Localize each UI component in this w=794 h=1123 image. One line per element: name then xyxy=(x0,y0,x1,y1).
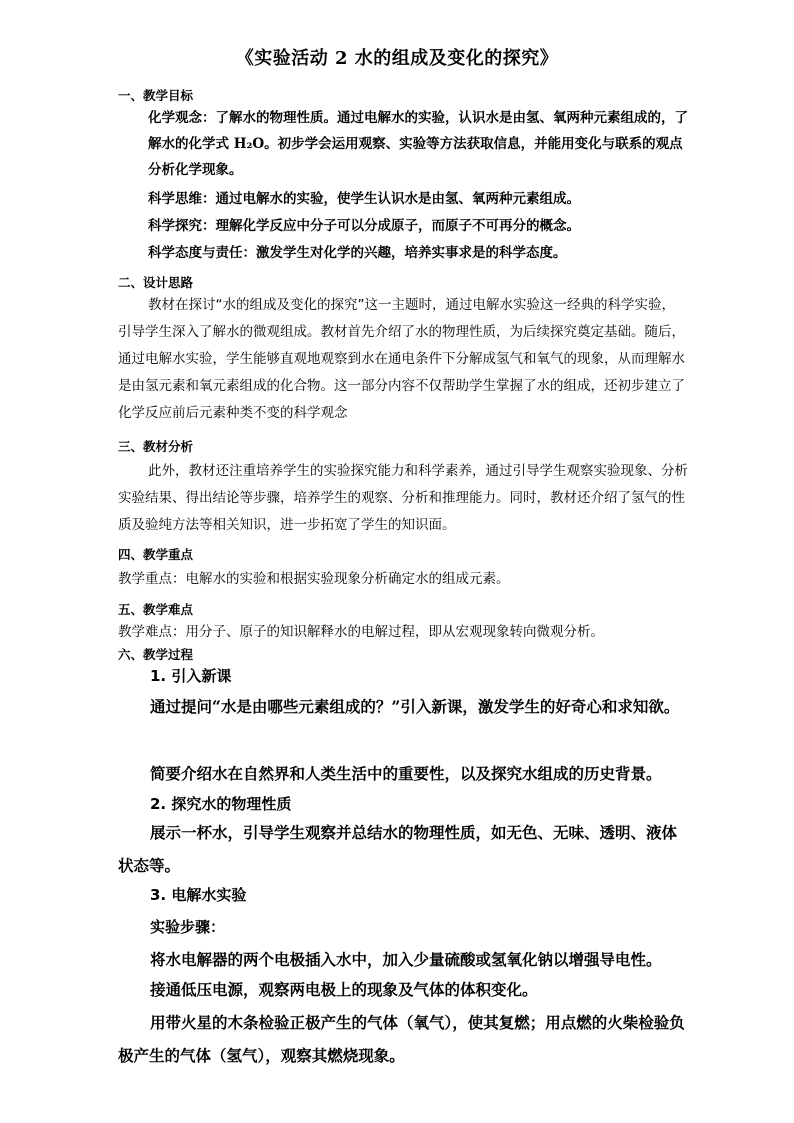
step3-label-procedure: 实验步骤： xyxy=(150,918,226,936)
difficult-points-paragraph: 教学难点：用分子、原子的知识解释水的电解过程，即从宏观现象转向微观分析。 xyxy=(118,624,604,640)
heading-teaching-process: 六、教学过程 xyxy=(118,647,194,662)
step3-procedure-1: 将水电解器的两个电极插入水中，加入少量硫酸或氢氧化钠以增强导电性。 xyxy=(150,950,662,969)
design-idea-paragraph: 教材在探讨“水的组成及变化的探究”这一主题时，通过电解水实验这一经典的科学实验，引导学生深入了解水的微观组成。教材首先介绍了水的物理性质，为后续探究奠定基础。随后，通过电解水实验，学生能够直观地观察到水在通电条件下分解成氢气和氧气的现象，从而理解水是由氢元素和氧元素组成的化合物。这一部分内容不仅帮助学生掌握了水的组成，还初步建立了化学反应前后元素种类不变的科学观念 xyxy=(118,297,685,421)
heading-design-idea: 二、设计思路 xyxy=(118,275,194,290)
heading-key-points: 四、教学重点 xyxy=(118,547,194,562)
heading-teaching-goals: 一、教学目标 xyxy=(118,88,194,103)
step2-paragraph: 展示一杯水，引导学生观察并总结水的物理性质，如无色、无味、透明、液体状态等。 xyxy=(118,823,678,875)
heading-textbook-analysis: 三、教材分析 xyxy=(118,439,194,454)
key-points-paragraph: 教学重点：电解水的实验和根据实验现象分析确定水的组成元素。 xyxy=(118,571,510,587)
document-title: 《实验活动 2 水的组成及变化的探究》 xyxy=(235,48,559,69)
heading-difficult-points: 五、教学难点 xyxy=(118,602,194,617)
goal-chemical-concept: 化学观念：了解水的物理性质。通过电解水的实验，认识水是由氢、氧两种元素组成的，了解水的化学式 H₂O。初步学会运用观察、实验等方法获取信息，并能用变化与联系的观点分析化学现象。 xyxy=(148,110,688,178)
textbook-analysis-paragraph: 此外，教材还注重培养学生的实验探究能力和科学素养，通过引导学生观察实验现象、分析实验结果、得出结论等步骤，培养学生的观察、分析和推理能力。同时，教材还介绍了氢气的性质及验纯方法等相关知识，进一步拓宽了学生的知识面。 xyxy=(118,463,688,533)
step-physical-properties: 2. 探究水的物理性质 xyxy=(150,795,292,813)
step3-procedure-2: 接通低压电源，观察两电极上的现象及气体的体积变化。 xyxy=(150,980,538,999)
goal-scientific-thinking: 科学思维：通过电解水的实验，使学生认识水是由氢、氧两种元素组成。 xyxy=(148,191,580,207)
goal-scientific-inquiry: 科学探究：理解化学反应中分子可以分成原子，而原子不可再分的概念。 xyxy=(148,218,580,234)
step3-procedure-3: 用带火星的木条检验正极产生的气体（氧气），使其复燃；用点燃的火柴检验负极产生的气体（氢气），观察其燃烧现象。 xyxy=(118,1013,685,1065)
step1-paragraph-question: 通过提问“水是由哪些元素组成的？”引入新课，激发学生的好奇心和求知欲。 xyxy=(150,697,680,716)
goal-scientific-attitude: 科学态度与责任：激发学生对化学的兴趣，培养实事求是的科学态度。 xyxy=(148,245,567,261)
step1-paragraph-background: 简要介绍水在自然界和人类生活中的重要性，以及探究水组成的历史背景。 xyxy=(150,764,662,783)
step-electrolysis-experiment: 3. 电解水实验 xyxy=(150,886,247,904)
step-introduce-lesson: 1. 引入新课 xyxy=(150,667,232,685)
